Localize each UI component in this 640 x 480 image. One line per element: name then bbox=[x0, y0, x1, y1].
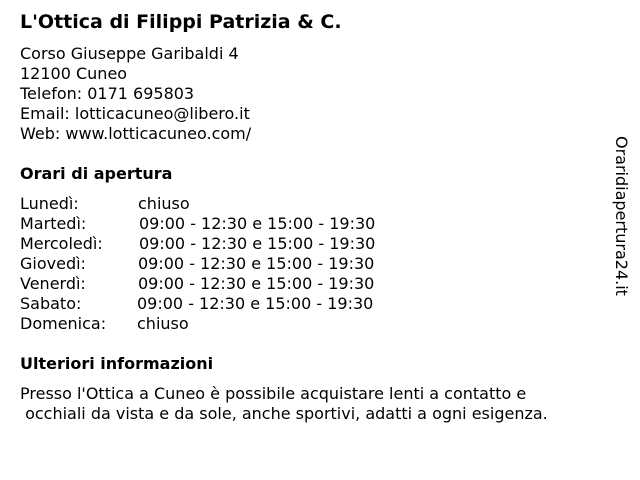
street-address: Corso Giuseppe Garibaldi 4 bbox=[20, 44, 239, 63]
day-label: Sabato: bbox=[20, 294, 82, 313]
website-address: Web: www.lotticacuneo.com/ bbox=[20, 124, 252, 143]
day-label: Domenica: bbox=[20, 314, 107, 333]
more-info-heading: Ulteriori informazioni bbox=[20, 354, 214, 373]
store-title: L'Ottica di Filippi Patrizia & C. bbox=[20, 11, 342, 33]
hours-heading: Orari di apertura bbox=[20, 164, 173, 183]
phone-number: Telefon: 0171 695803 bbox=[20, 84, 195, 103]
day-label: Martedì: bbox=[20, 214, 87, 233]
time-value: 09:00 - 12:30 e 15:00 - 19:30 bbox=[138, 274, 375, 293]
site-watermark: Oraridiapertura24.it bbox=[612, 136, 631, 296]
day-label: Mercoledì: bbox=[20, 234, 103, 253]
time-value: chiuso bbox=[138, 194, 190, 213]
city-address: 12100 Cuneo bbox=[20, 64, 128, 83]
day-label: Lunedì: bbox=[20, 194, 79, 213]
time-value: chiuso bbox=[137, 314, 189, 333]
contact-info bbox=[20, 44, 251, 144]
time-value: 09:00 - 12:30 e 15:00 - 19:30 bbox=[138, 254, 375, 273]
time-value: 09:00 - 12:30 e 15:00 - 19:30 bbox=[137, 294, 374, 313]
email-address: Email: lotticacuneo@libero.it bbox=[20, 104, 250, 123]
day-label: Giovedì: bbox=[20, 254, 86, 273]
day-label: Venerdì: bbox=[20, 274, 86, 293]
time-value: 09:00 - 12:30 e 15:00 - 19:30 bbox=[139, 234, 376, 253]
store-description: Presso l'Ottica a Cuneo è possibile acquistare lenti a contatto e occhiali da vista e da sole, anche sportivi, adatti a ogni esigenza. bbox=[20, 384, 548, 423]
time-value: 09:00 - 12:30 e 15:00 - 19:30 bbox=[139, 214, 376, 233]
